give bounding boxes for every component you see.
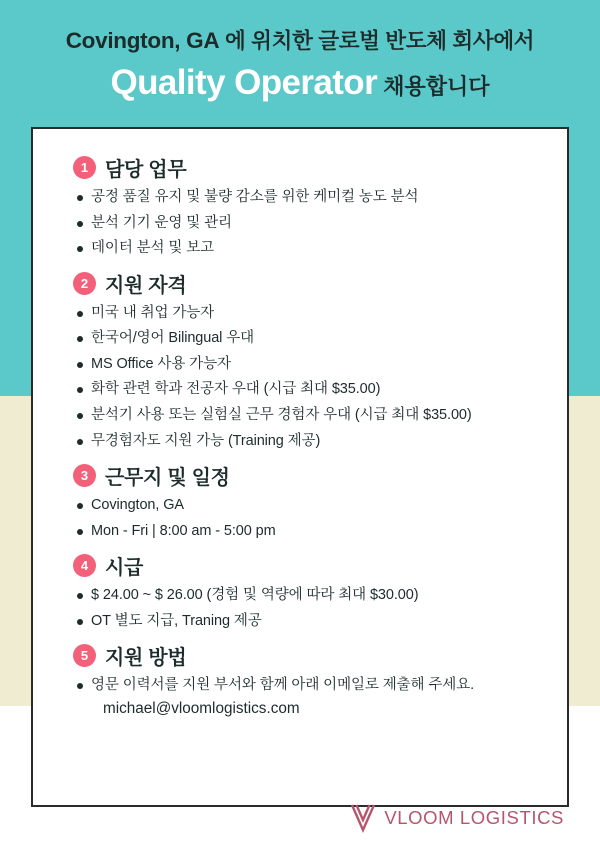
section-heading <box>51 269 549 298</box>
content-card <box>31 127 569 807</box>
section-number-badge: 2 <box>73 272 96 295</box>
section-title: 지원 자격 <box>105 274 187 297</box>
header-line-1 <box>0 24 600 55</box>
section-how-to-apply <box>51 641 549 718</box>
section-heading <box>51 153 549 182</box>
section-heading <box>51 551 549 580</box>
list-item: 데이터 분석 및 보고 <box>51 239 549 259</box>
section-number-badge: 4 <box>73 554 96 577</box>
list-item: MS Office 사용 가능자 <box>51 355 549 375</box>
section-heading <box>51 641 549 670</box>
list-item: $ 24.00 ~ $ 26.00 (경험 및 역량에 따라 최대 $30.00) <box>51 586 549 606</box>
list-item: 무경험자도 지원 가능 (Training 제공) <box>51 432 549 452</box>
section-title: 담당 업무 <box>105 159 187 181</box>
section-title: 근무지 및 일정 <box>105 467 230 490</box>
company-logo <box>350 803 564 833</box>
header-line-2-rest: 채용합니다 <box>377 74 490 99</box>
section-item-list <box>51 304 549 451</box>
section-item-list <box>51 496 549 541</box>
poster-header <box>0 0 600 126</box>
list-item: 분석기 사용 또는 실험실 근무 경험자 우대 (시급 최대 $35.00) <box>51 406 549 426</box>
header-line-1-rest: 에 위치한 글로벌 반도체 회사에서 <box>219 29 535 53</box>
header-line-2 <box>0 63 600 103</box>
header-city: Covington, GA <box>65 28 220 53</box>
list-item: 공정 품질 유지 및 불량 감소를 위한 케미컬 농도 분석 <box>51 188 549 208</box>
v-monogram-icon <box>350 803 376 833</box>
application-email[interactable]: michael@vloomlogistics.com <box>103 699 300 717</box>
section-item-list <box>51 586 549 631</box>
section-title: 시급 <box>105 557 144 580</box>
section-title: 지원 방법 <box>105 647 187 670</box>
section-number-badge: 5 <box>73 644 96 667</box>
section-number-badge: 1 <box>73 156 96 179</box>
list-item: 한국어/영어 Bilingual 우대 <box>51 329 549 349</box>
list-item: Mon - Fri | 8:00 am - 5:00 pm <box>51 522 549 542</box>
section-duties <box>51 153 549 259</box>
section-item-list <box>51 188 549 259</box>
list-item: 화학 관련 학과 전공자 우대 (시급 최대 $35.00) <box>51 380 549 400</box>
section-item-list <box>51 676 549 696</box>
section-heading <box>51 461 549 490</box>
section-qualifications <box>51 269 549 451</box>
section-wage <box>51 551 549 631</box>
company-name: VLOOM LOGISTICS <box>384 807 564 828</box>
list-item: 분석 기기 운영 및 관리 <box>51 214 549 234</box>
list-item: 영문 이력서를 지원 부서와 함께 아래 이메일로 제출해 주세요. <box>51 676 549 696</box>
list-item: 미국 내 취업 가능자 <box>51 304 549 324</box>
list-item: Covington, GA <box>51 496 549 516</box>
list-item: OT 별도 지급, Traning 제공 <box>51 612 549 632</box>
section-location-schedule <box>51 461 549 541</box>
header-role-title: Quality Operator <box>110 63 378 102</box>
section-number-badge: 3 <box>73 464 96 487</box>
